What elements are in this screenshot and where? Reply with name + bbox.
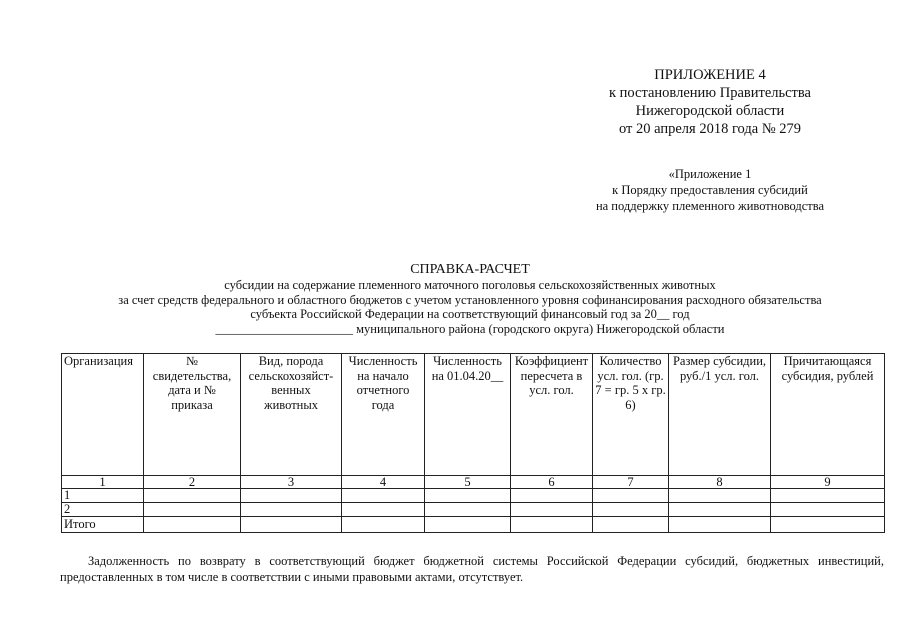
- column-number-cell: 9: [771, 476, 885, 489]
- column-number-cell: 7: [593, 476, 669, 489]
- table-header-row: [62, 354, 885, 476]
- header-cell: Численность на 01.04.20__: [425, 354, 511, 476]
- appendix-1-line-3: на поддержку племенного животноводства: [595, 199, 825, 213]
- appendix-1-block: [560, 166, 860, 214]
- table-cell: [771, 517, 885, 533]
- row-label-cell: 1: [62, 489, 144, 503]
- table-cell: [593, 517, 669, 533]
- debt-statement-line-1: Задолженность по возврату в соответствующий бюджет бюджетной системы Российской Федерации субсидий, бюджетных инвестиций,: [88, 554, 884, 568]
- column-number-cell: 3: [241, 476, 342, 489]
- column-number-cell: 2: [144, 476, 241, 489]
- column-number-cell: 6: [511, 476, 593, 489]
- table-cell: [342, 503, 425, 517]
- table-cell: [669, 489, 771, 503]
- debt-statement: [60, 553, 884, 585]
- header-cell: Вид, порода сельскохозяйст-венных животных: [241, 354, 342, 476]
- table-cell: [669, 503, 771, 517]
- table-cell: [425, 489, 511, 503]
- column-number-cell: 5: [425, 476, 511, 489]
- column-number-cell: 8: [669, 476, 771, 489]
- table-cell: [511, 503, 593, 517]
- table-cell: [771, 503, 885, 517]
- document-title: СПРАВКА-РАСЧЕТ: [410, 262, 530, 277]
- table-cell: [342, 517, 425, 533]
- header-cell: Численность на начало отчетного года: [342, 354, 425, 476]
- row-label-cell: 2: [62, 503, 144, 517]
- subtitle-line-2: за счет средств федерального и областного бюджетов с учетом установленного уровня софинансирования расходного обязательства: [118, 292, 822, 307]
- document-subtitle: [60, 278, 880, 336]
- table-cell: [593, 489, 669, 503]
- table-cell: [669, 517, 771, 533]
- header-cell: Размер субсидии, руб./1 усл. гол.: [669, 354, 771, 476]
- calculation-table: [61, 353, 885, 533]
- table-cell: [241, 489, 342, 503]
- table-row: [62, 503, 885, 517]
- table-cell: [425, 503, 511, 517]
- subtitle-line-4: ______________________ муниципального района (городского округа) Нижегородской области: [215, 321, 725, 336]
- table-cell: [144, 489, 241, 503]
- subtitle-line-1: субсидии на содержание племенного маточного поголовья сельскохозяйственных животных: [224, 278, 716, 292]
- table-cell: [425, 517, 511, 533]
- table-row: [62, 489, 885, 503]
- table-row-total: [62, 517, 885, 533]
- header-cell: № свидетельства, дата и № приказа: [144, 354, 241, 476]
- table-cell: [593, 503, 669, 517]
- table-cell: [144, 517, 241, 533]
- appendix-4-line-4: от 20 апреля 2018 года № 279: [618, 121, 802, 137]
- header-cell: Количество усл. гол. (гр. 7 = гр. 5 х гр. 6): [593, 354, 669, 476]
- row-label-cell: Итого: [62, 517, 144, 533]
- appendix-4-title: ПРИЛОЖЕНИЕ 4: [654, 67, 766, 83]
- appendix-4-block: [560, 66, 860, 138]
- header-cell: Причитающаяся субсидия, рублей: [771, 354, 885, 476]
- appendix-1-line-2: к Порядку предоставления субсидий: [612, 183, 808, 197]
- column-number-cell: 4: [342, 476, 425, 489]
- header-cell: Коэффициент пересчета в усл. гол.: [511, 354, 593, 476]
- appendix-1-title: «Приложение 1: [668, 167, 752, 181]
- header-cell: Организация: [62, 354, 144, 476]
- table-cell: [342, 489, 425, 503]
- debt-statement-line-2: предоставленных в том числе в соответствии с иными правовыми актами, отсутствует.: [60, 570, 524, 584]
- subtitle-line-3: субъекта Российской Федерации на соответствующий финансовый год за 20__ год: [250, 307, 690, 322]
- appendix-4-line-2: к постановлению Правительства: [609, 85, 811, 101]
- table-cell: [144, 503, 241, 517]
- table-cell: [511, 489, 593, 503]
- table-cell: [511, 517, 593, 533]
- column-number-row: [62, 476, 885, 489]
- table-cell: [241, 517, 342, 533]
- table-cell: [771, 489, 885, 503]
- column-number-cell: 1: [62, 476, 144, 489]
- table-cell: [241, 503, 342, 517]
- appendix-4-line-3: Нижегородской области: [635, 103, 785, 119]
